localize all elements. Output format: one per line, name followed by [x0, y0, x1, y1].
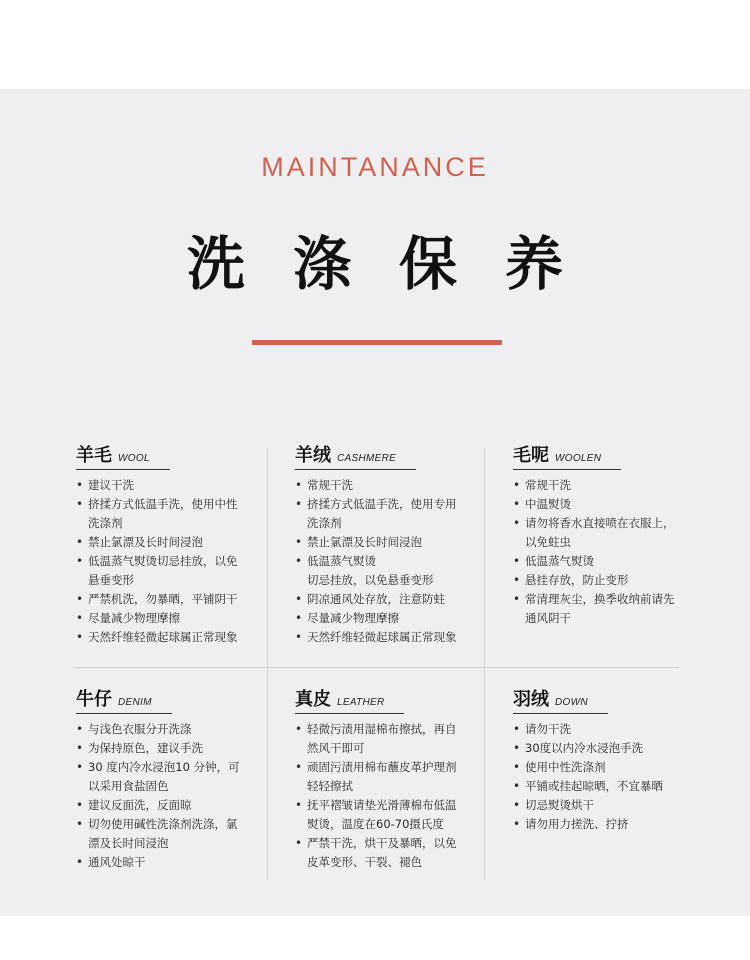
care-item: • 平铺或挂起晾晒，不宜暴晒	[513, 777, 693, 796]
divider-horizontal	[74, 667, 679, 668]
section-subtitle: MAINTANANCE	[261, 152, 489, 182]
care-item: • 与浅色衣服分开洗涤	[76, 720, 256, 739]
card-subtitle: LEATHER	[337, 697, 385, 708]
card-subtitle: WOOLEN	[555, 453, 602, 464]
card-title: 真皮	[295, 689, 331, 710]
card-subtitle: DOWN	[555, 697, 588, 708]
care-item: • 切勿使用碱性洗涤剂洗涤，氯	[76, 815, 256, 834]
care-item-continuation: 然风干即可	[307, 741, 365, 755]
care-card-leather	[295, 685, 475, 872]
card-title: 羽绒	[513, 689, 549, 710]
care-item-continuation: 以采用食盐固色	[88, 779, 169, 793]
care-item: • 严禁机洗，勿暴晒，平铺阴干	[76, 590, 256, 609]
care-item: • 建议干洗	[76, 476, 256, 495]
care-item: • 挤揉方式低温手洗，使用中性	[76, 495, 256, 514]
care-item: • 切忌熨烫烘干	[513, 796, 693, 815]
card-title: 羊毛	[76, 445, 112, 466]
card-title: 毛呢	[513, 445, 549, 466]
care-item: • 天然纤维轻微起球属正常现象	[295, 628, 475, 647]
care-list	[295, 720, 475, 872]
care-item: • 中温熨烫	[513, 495, 693, 514]
card-heading	[76, 685, 172, 714]
care-card-down	[513, 685, 693, 834]
care-list	[513, 720, 693, 834]
card-title: 牛仔	[76, 689, 112, 710]
care-item: • 尽量减少物理摩擦	[295, 609, 475, 628]
care-item: • 尽量减少物理摩擦	[76, 609, 256, 628]
care-item: • 常规干洗	[513, 476, 693, 495]
care-item: • 常规干洗	[295, 476, 475, 495]
card-heading	[295, 441, 416, 470]
card-title: 羊绒	[295, 445, 331, 466]
care-item: • 低温蒸气熨烫切忌挂放，以免	[76, 552, 256, 571]
care-item: • 禁止氯漂及长时间浸泡	[76, 533, 256, 552]
care-card-denim	[76, 685, 256, 872]
care-list	[513, 476, 693, 628]
care-item: • 常清理灰尘，换季收纳前请先	[513, 590, 693, 609]
care-item-continuation: 漂及长时间浸泡	[88, 836, 169, 850]
care-item: • 通风处晾干	[76, 853, 256, 872]
care-card-woolen	[513, 441, 693, 628]
care-item: • 建议反面洗，反面晾	[76, 796, 256, 815]
care-item-continuation: 皮革变形、干裂、褪色	[307, 855, 422, 869]
divider-vertical-1	[267, 448, 268, 880]
care-list	[76, 476, 256, 647]
care-item: • 低温蒸气熨烫	[513, 552, 693, 571]
card-heading	[76, 441, 170, 470]
care-item-continuation: 洗涤剂	[307, 516, 342, 530]
care-item: • 禁止氯漂及长时间浸泡	[295, 533, 475, 552]
care-item: • 为保持原色，建议手洗	[76, 739, 256, 758]
care-item: • 使用中性洗涤剂	[513, 758, 693, 777]
care-item-continuation: 以免蛀虫	[525, 535, 571, 549]
care-item-continuation: 熨烫，温度在60-70摄氏度	[307, 817, 444, 831]
care-item: • 低温蒸气熨烫	[295, 552, 475, 571]
card-heading	[513, 441, 621, 470]
care-item: • 挤揉方式低温手洗，使用专用	[295, 495, 475, 514]
care-item-continuation: 切忌挂放，以免悬垂变形	[307, 573, 434, 587]
divider-vertical-2	[484, 448, 485, 880]
care-item: • 严禁干洗，烘干及暴晒，以免	[295, 834, 475, 853]
care-item: • 天然纤维轻微起球属正常现象	[76, 628, 256, 647]
card-subtitle: CASHMERE	[337, 453, 397, 464]
care-list	[295, 476, 475, 647]
care-item: • 轻微污渍用湿棉布擦拭，再自	[295, 720, 475, 739]
section-title: 洗涤保养	[186, 230, 611, 298]
care-item: • 30 度内冷水浸泡10 分钟，可	[76, 758, 256, 777]
care-item: • 请勿将香水直接喷在衣服上，	[513, 514, 693, 533]
care-item: • 抚平褶皱请垫光滑薄棉布低温	[295, 796, 475, 815]
care-list	[76, 720, 256, 872]
care-item-continuation: 悬垂变形	[88, 573, 134, 587]
title-accent-bar	[252, 340, 502, 345]
care-item-continuation: 洗涤剂	[88, 516, 123, 530]
card-heading	[513, 685, 608, 714]
care-item: • 悬挂存放，防止变形	[513, 571, 693, 590]
care-item: • 请勿用力搓洗、拧挤	[513, 815, 693, 834]
care-item-continuation: 轻轻擦拭	[307, 779, 353, 793]
care-item: • 30度以内冷水浸泡手洗	[513, 739, 693, 758]
care-card-cashmere	[295, 441, 475, 647]
card-heading	[295, 685, 404, 714]
card-subtitle: WOOL	[118, 453, 150, 464]
card-subtitle: DENIM	[118, 697, 152, 708]
care-item-continuation: 通风阴干	[525, 611, 571, 625]
care-card-wool	[76, 441, 256, 647]
care-item: • 请勿干洗	[513, 720, 693, 739]
care-item: • 阴凉通风处存放，注意防蛀	[295, 590, 475, 609]
care-item: • 顽固污渍用棉布蘸皮革护理剂	[295, 758, 475, 777]
